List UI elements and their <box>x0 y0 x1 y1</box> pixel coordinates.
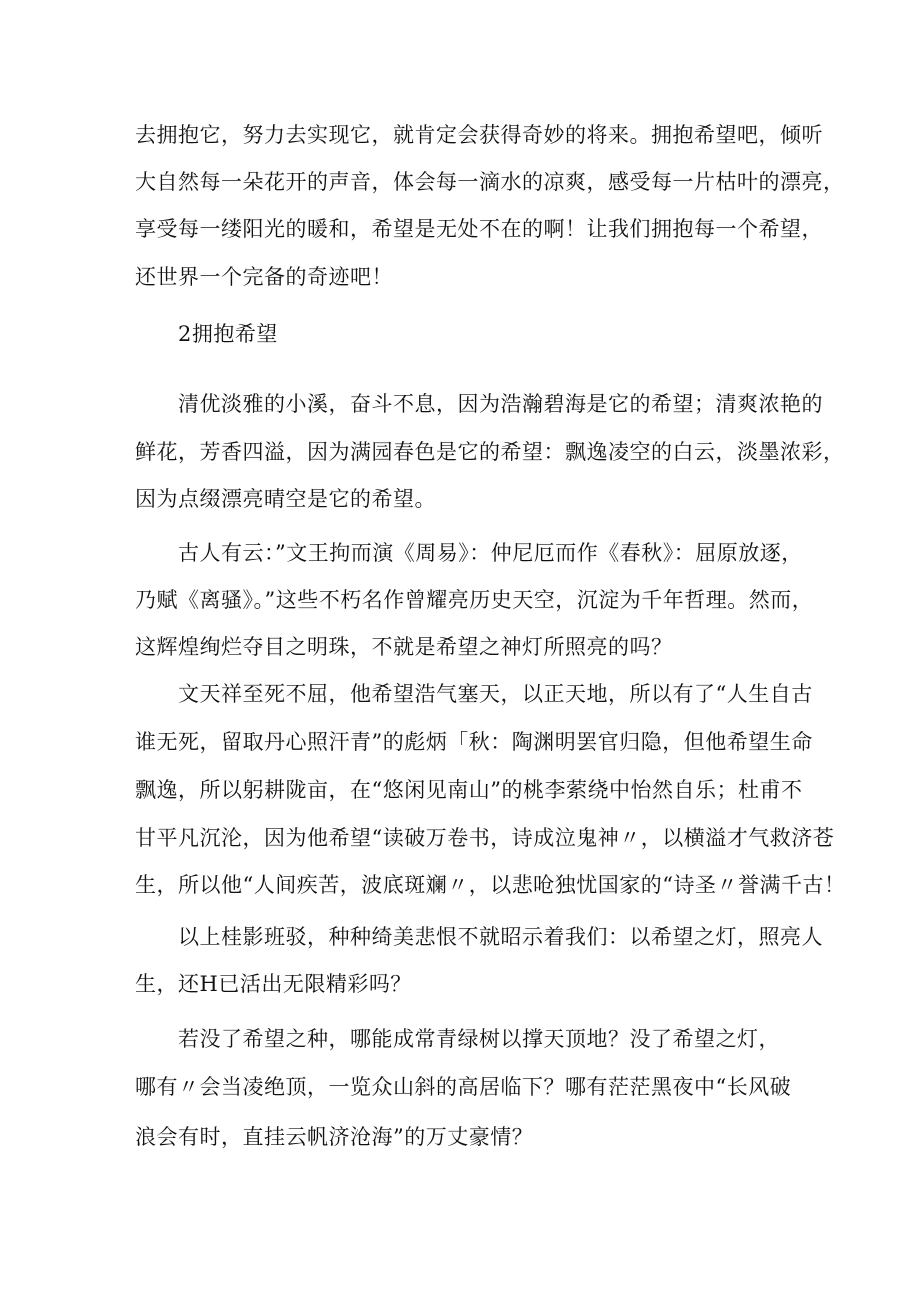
paragraph-line: 文天祥至死不屈，他希望浩气塞天，以正天地，所以有了“人生自古 <box>178 682 813 706</box>
paragraph-line: 谁无死，留取丹心照汗青”的彪炳「秋：陶渊明罢官归隐，但他希望生命 <box>135 730 813 754</box>
section-heading: 2拥抱希望 <box>178 322 278 346</box>
paragraph-line: 以上桂影班驳，种种绮美悲恨不就昭示着我们：以希望之灯，照亮人 <box>178 925 823 949</box>
paragraph-line: 生，还H已活出无限精彩吗？ <box>135 972 412 996</box>
paragraph-line: 鲜花，芳香四溢，因为满园春色是它的希望：飘逸凌空的白云，淡墨浓彩， <box>135 440 845 464</box>
paragraph-line: 清优淡雅的小溪，奋斗不息，因为浩瀚碧海是它的希望；清爽浓艳的 <box>178 392 823 416</box>
paragraph-line: 古人有云：”文王拘而演《周易》：仲尼厄而作《春秋》：屈原放逐， <box>178 541 803 565</box>
paragraph-line: 大自然每一朵花开的声音，体会每一滴水的凉爽，感受每一片枯叶的漂亮， <box>135 170 845 194</box>
paragraph-line: 生，所以他“人间疾苦，波底斑斓〃，以悲呛独忧国家的“诗圣〃誉满千古！ <box>135 873 846 897</box>
paragraph-line: 哪有〃会当凌绝顶，一览众山斜的高居临下？哪有茫茫黑夜中“长风破 <box>135 1075 792 1099</box>
paragraph-line: 因为点缀漂亮晴空是它的希望。 <box>135 487 436 511</box>
paragraph-line: 浪会有时，直挂云帆济沧海”的万丈豪情？ <box>135 1125 534 1149</box>
paragraph-line: 这辉煌绚烂夺目之明珠，不就是希望之神灯所照亮的吗？ <box>135 635 673 659</box>
paragraph-line: 享受每一缕阳光的暖和，希望是无处不在的啊！让我们拥抱每一个希望， <box>135 217 823 241</box>
paragraph-line: 去拥抱它，努力去实现它，就肯定会获得奇妙的将来。拥抱希望吧，倾听 <box>135 123 823 147</box>
paragraph-line: 甘平凡沉沦，因为他希望“读破万卷书，诗成泣鬼神〃，以横溢才气救济苍 <box>135 826 835 850</box>
paragraph-line: 乃赋《离骚》。”这些不朽名作曾耀亮历史天空，沉淀为千年哲理。然而， <box>135 588 814 612</box>
paragraph-line: 飘逸，所以躬耕陇亩，在“悠闲见南山”的桃李萦绕中怡然自乐；杜甫不 <box>135 778 803 802</box>
paragraph-line: 还世界一个完备的奇迹吧！ <box>135 265 393 289</box>
paragraph-line: 若没了希望之种，哪能成常青绿树以撑天顶地？没了希望之灯， <box>178 1027 780 1051</box>
